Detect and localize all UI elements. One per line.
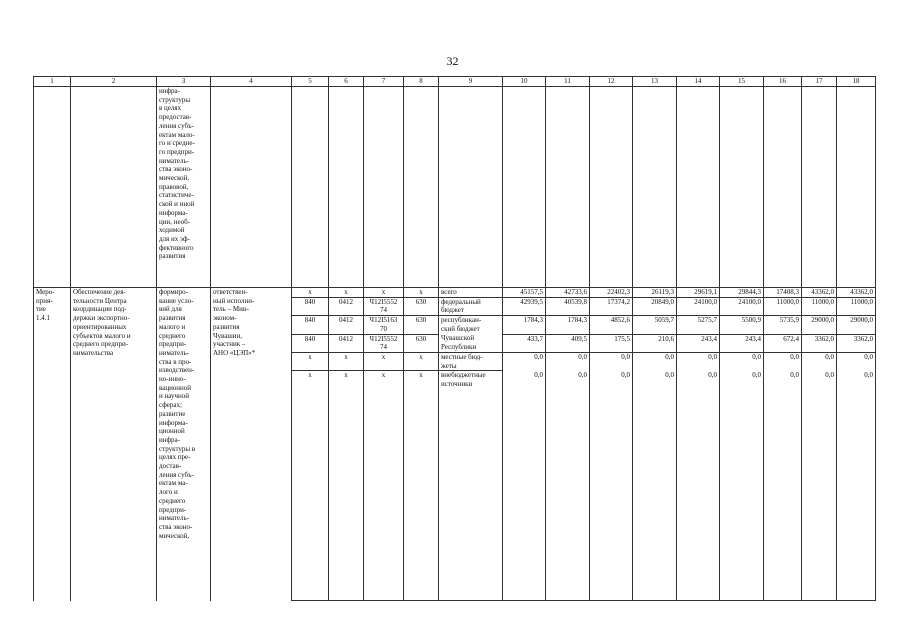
amount-cell: 4852,6: [590, 316, 633, 334]
amount-cell: 0,0: [677, 371, 720, 601]
amount-cell: 42733,6: [546, 288, 590, 298]
target-article: Ч12I5552 74: [364, 297, 404, 315]
target-article: x: [364, 352, 404, 370]
target-article: Ч12I5163 70: [364, 316, 404, 334]
amount-cell: 1784,3: [503, 316, 546, 334]
grbs-code: x: [292, 371, 329, 601]
amount-cell: 11000,0: [764, 297, 802, 315]
amount-cell: 40539,8: [546, 297, 590, 315]
column-number: 17: [802, 77, 837, 87]
purpose-text: формиро- вание усло- вий для развития малого и среднего предпри- ниматель- ства в про- изводствен- но-инно- вационной и научной сферах; развитие информа- ционной инфра- структуры в целях пре- достав- ления субъ- ектам ма- лого и среднего предпри- ниматель- ства эконо- мической,: [157, 288, 211, 601]
amount-cell: 29000,0: [802, 316, 837, 334]
amount-cell: 5735,9: [764, 316, 802, 334]
amount-cell: 0,0: [590, 371, 633, 601]
amount-cell: 210,6: [633, 334, 677, 352]
funding-source: республикан- ский бюджет: [439, 316, 503, 334]
amount-cell: 243,4: [677, 334, 720, 352]
amount-cell: 672,4: [764, 334, 802, 352]
column-number: 13: [633, 77, 677, 87]
amount-cell: 45157,5: [503, 288, 546, 298]
section-code: x: [329, 288, 364, 298]
expense-type: x: [404, 371, 439, 601]
amount-cell: 0,0: [837, 371, 876, 601]
amount-cell: 5059,7: [633, 316, 677, 334]
amount-cell: 175,5: [590, 334, 633, 352]
amount-cell: 17408,3: [764, 288, 802, 298]
expense-type: x: [404, 288, 439, 298]
purpose-text-continued: инфра- структуры в целях предостав- ления субъ- ектам мало- го и средне- го предпри- ниматель- ства эконо- мической, правовой, статистиче- ской и иной информа- ции, необ- ходимой для их эф- фективного развития: [157, 87, 211, 288]
amount-cell: 1784,3: [546, 316, 590, 334]
header-row: [34, 77, 876, 87]
amount-cell: 0,0: [802, 352, 837, 370]
grbs-code: 840: [292, 334, 329, 352]
amount-cell: 0,0: [802, 371, 837, 601]
amount-cell: 0,0: [590, 352, 633, 370]
column-number: 1: [34, 77, 71, 87]
expense-type: 630: [404, 334, 439, 352]
column-number: 9: [439, 77, 503, 87]
amount-cell: 24100,0: [720, 297, 764, 315]
amount-cell: 0,0: [633, 371, 677, 601]
column-number: 11: [546, 77, 590, 87]
amount-cell: 24100,0: [677, 297, 720, 315]
table-row: [34, 288, 876, 298]
section-code: 0412: [329, 334, 364, 352]
funding-source: всего: [439, 288, 503, 298]
amount-cell: 0,0: [720, 352, 764, 370]
funding-source: внебюджетные источники: [439, 371, 503, 601]
column-number: 10: [503, 77, 546, 87]
amount-cell: 29000,0: [837, 316, 876, 334]
amount-cell: 22402,3: [590, 288, 633, 298]
amount-cell: 17374,2: [590, 297, 633, 315]
column-number: 2: [71, 77, 157, 87]
column-number: 6: [329, 77, 364, 87]
amount-cell: 243,4: [720, 334, 764, 352]
amount-cell: 0,0: [764, 352, 802, 370]
amount-cell: 26119,3: [633, 288, 677, 298]
target-article: Ч12I5552 74: [364, 334, 404, 352]
amount-cell: 3362,0: [802, 334, 837, 352]
amount-cell: 0,0: [677, 352, 720, 370]
column-number: 16: [764, 77, 802, 87]
amount-cell: 433,7: [503, 334, 546, 352]
expense-type: 630: [404, 316, 439, 334]
amount-cell: 20849,0: [633, 297, 677, 315]
column-number: 18: [837, 77, 876, 87]
target-article: x: [364, 371, 404, 601]
expense-type: 630: [404, 297, 439, 315]
amount-cell: 5275,7: [677, 316, 720, 334]
amount-cell: 409,5: [546, 334, 590, 352]
section-code: 0412: [329, 316, 364, 334]
amount-cell: 0,0: [503, 352, 546, 370]
measure-title: Обеспечение дея- тельности Центра координации под- держки экспортно- ориентированных субъектов малого и среднего предпри- нимательства: [71, 288, 157, 601]
measure-label: Меро- прия- тие 1.4.1: [34, 288, 71, 601]
grbs-code: x: [292, 288, 329, 298]
amount-cell: 42939,5: [503, 297, 546, 315]
amount-cell: 5500,9: [720, 316, 764, 334]
grbs-code: 840: [292, 316, 329, 334]
amount-cell: 0,0: [503, 371, 546, 601]
executor-text: ответствен- ный исполни- тель – Мин- эконом- развития Чувашии, участник – АНО «ЦЭП»*: [211, 288, 292, 601]
amount-cell: 0,0: [720, 371, 764, 601]
amount-cell: 11000,0: [802, 297, 837, 315]
amount-cell: 0,0: [546, 352, 590, 370]
amount-cell: 0,0: [837, 352, 876, 370]
column-number: 5: [292, 77, 329, 87]
amount-cell: 0,0: [764, 371, 802, 601]
amount-cell: 0,0: [633, 352, 677, 370]
funding-source: местные бюд- жеты: [439, 352, 503, 370]
column-number: 3: [157, 77, 211, 87]
section-code: x: [329, 352, 364, 370]
column-number: 15: [720, 77, 764, 87]
column-number: 8: [404, 77, 439, 87]
grbs-code: x: [292, 352, 329, 370]
amount-cell: 43362,0: [802, 288, 837, 298]
section-code: x: [329, 371, 364, 601]
column-number: 4: [211, 77, 292, 87]
column-number: 7: [364, 77, 404, 87]
funding-source: федеральный бюджет: [439, 297, 503, 315]
amount-cell: 29844,3: [720, 288, 764, 298]
page-number: 32: [446, 54, 459, 68]
grbs-code: 840: [292, 297, 329, 315]
column-number: 14: [677, 77, 720, 87]
amount-cell: 0,0: [546, 371, 590, 601]
budget-table: [33, 76, 876, 601]
expense-type: x: [404, 352, 439, 370]
continuation-row: [34, 87, 876, 288]
section-code: 0412: [329, 297, 364, 315]
funding-source: Чувашской Республики: [439, 334, 503, 352]
amount-cell: 43362,0: [837, 288, 876, 298]
amount-cell: 3362,0: [837, 334, 876, 352]
amount-cell: 29619,1: [677, 288, 720, 298]
target-article: x: [364, 288, 404, 298]
amount-cell: 11000,0: [837, 297, 876, 315]
column-number: 12: [590, 77, 633, 87]
